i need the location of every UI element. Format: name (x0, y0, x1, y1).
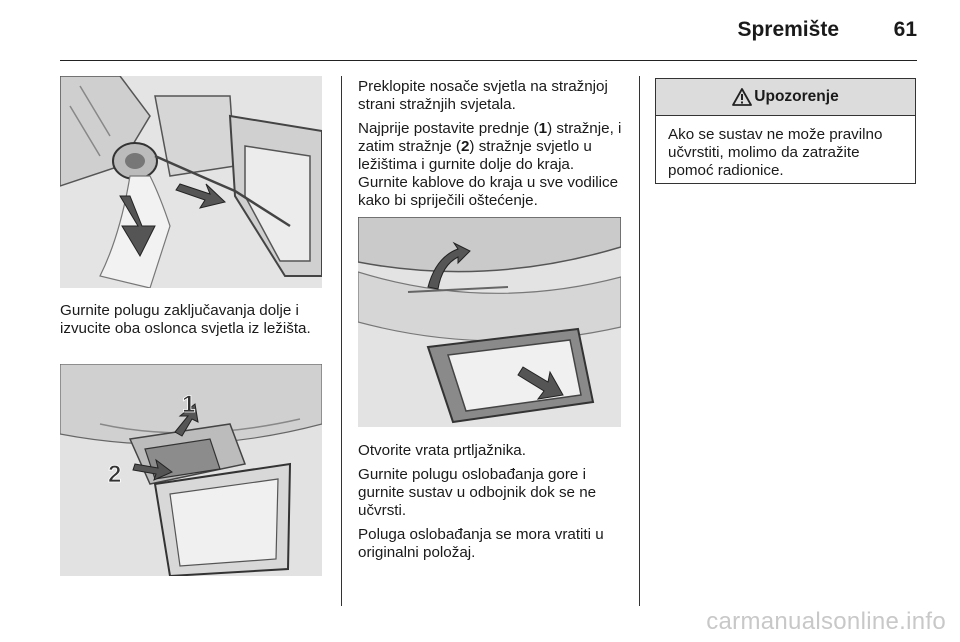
illustration-license-plate-bracket (358, 217, 621, 427)
page-header (60, 0, 917, 61)
ref-number-1: 1 (538, 120, 548, 137)
illustration-light-holders (60, 364, 322, 576)
illustration-lock-lever (60, 76, 322, 288)
instruction-pull-out-supports: Gurnite polugu zaključavanja dolje i izvucite oba oslonca svjetla iz ležišta. (60, 302, 311, 337)
instruction-push-system: Gurnite polugu oslobađanja gore i gurnite sustav u odbojnik dok se ne učvrsti. (358, 466, 597, 519)
column-divider-left (341, 76, 342, 606)
warning-header (656, 79, 915, 116)
instruction-install-lights: Najprije postavite prednje (1) stražnje, i zatim stražnje (2) stražnje svjetlo u ležištima i gurnite dolje do kraja. Gurnite kablove do kraja u sve vodilice kako bi spriječili oštećenje. (358, 120, 622, 209)
section-title: Spremište (737, 18, 839, 41)
warning-triangle-icon (732, 88, 752, 106)
instruction-lever-return: Poluga oslobađanja se mora vratiti u originalni položaj. (358, 526, 604, 561)
callout-1: 1 (182, 391, 196, 418)
instruction-open-tailgate: Otvorite vrata prtljažnika. (358, 442, 526, 459)
callout-2: 2 (108, 461, 122, 488)
warning-heading: Upozorenje (754, 88, 839, 105)
warning-box (655, 78, 916, 184)
footer-watermark: carmanualsonline.info (706, 608, 946, 635)
page-number: 61 (893, 18, 917, 41)
column-divider-right (639, 76, 640, 606)
ref-number-2: 2 (460, 138, 470, 155)
instruction-fold-brackets: Preklopite nosače svjetla na stražnjoj strani stražnjih svjetala. (358, 78, 608, 113)
warning-text: Ako se sustav ne može pravilno učvrstiti, molimo da zatražite pomoć radionice. (668, 126, 883, 179)
